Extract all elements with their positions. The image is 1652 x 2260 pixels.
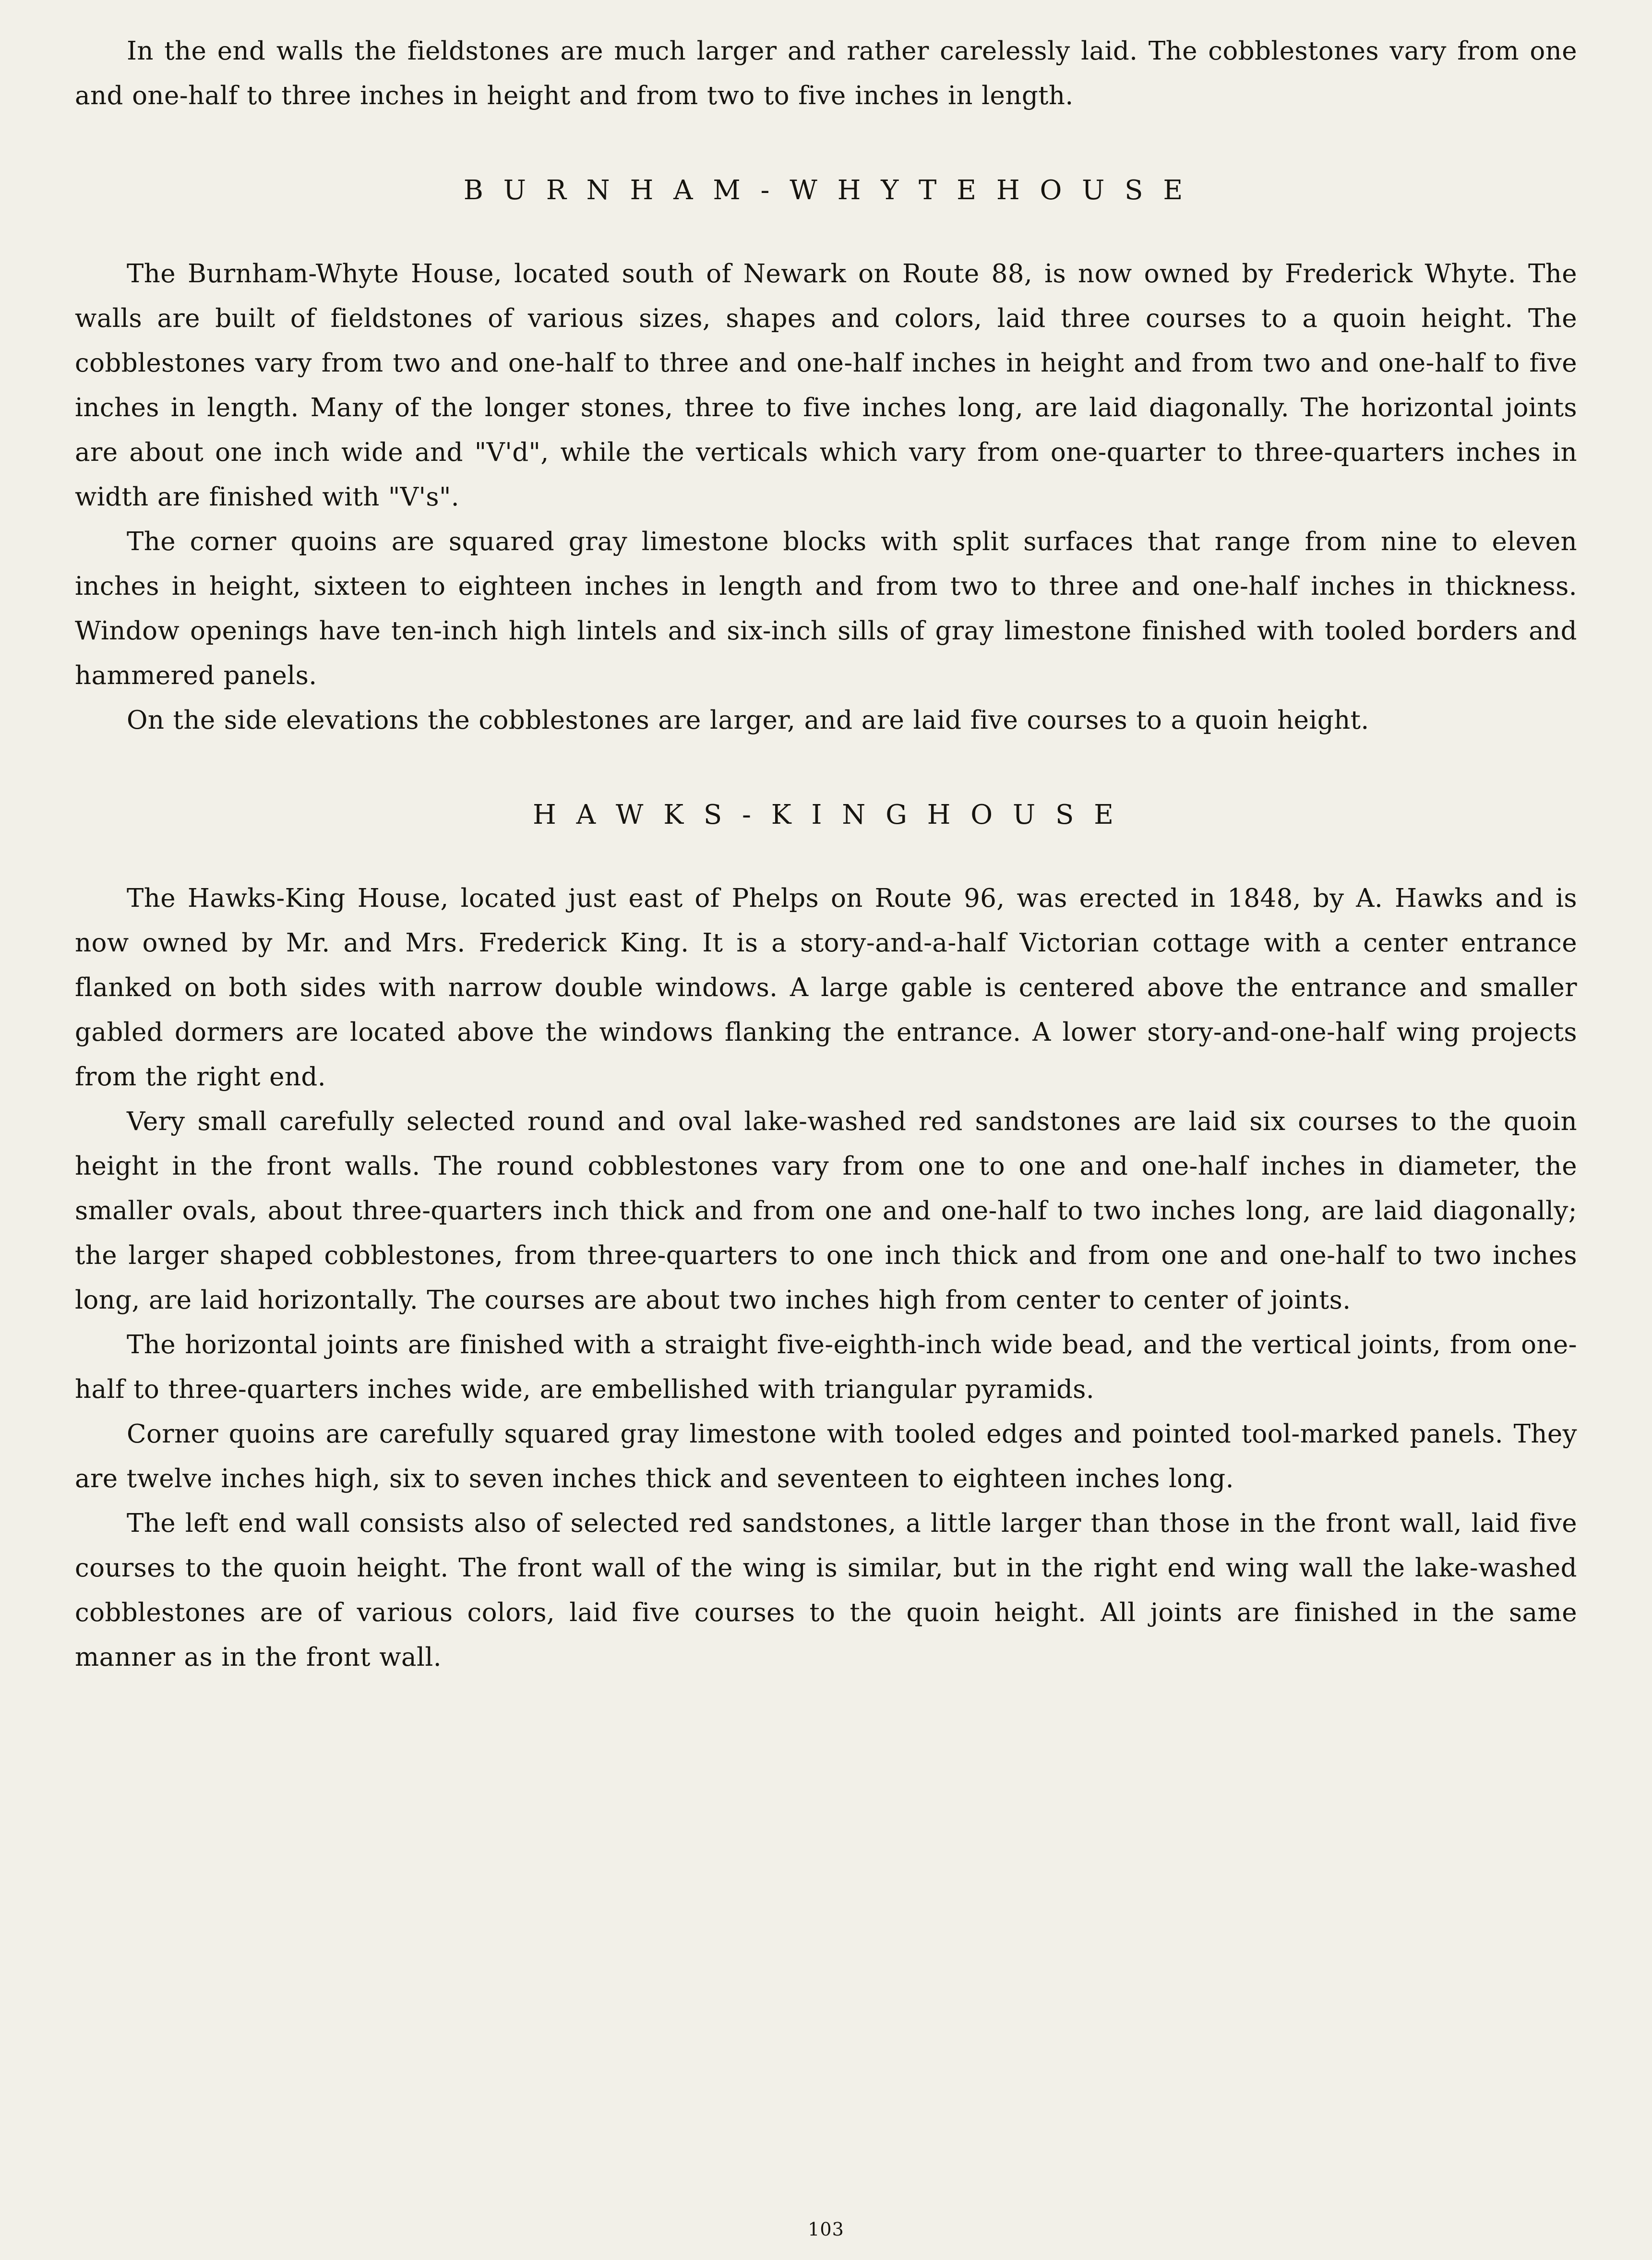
- spacer: [75, 118, 1577, 174]
- page-number: 103: [808, 2219, 844, 2240]
- paragraph-end-walls: In the end walls the fieldstones are much larger and rather carelessly laid. The cobblestones vary from one and one-half to three inches in height and from two to five inches in length.: [75, 36, 1577, 110]
- spacer: [75, 743, 1577, 798]
- spacer: [75, 832, 1577, 876]
- section-title-burnham-whyte-house: B U R N H A M - W H Y T E H O U S E: [463, 175, 1189, 206]
- paragraph-hawks-king-5: The left end wall consists also of selected red sandstones, a little larger than those in the front wall, laid five courses to the quoin height. The front wall of the wing is similar, but in the right end wing wall the lake-washed cobblestones are of various colors, laid five courses to the quoin height. All joints are finished in the same manner as in the front wall.: [75, 1509, 1577, 1672]
- paragraph-burnham-whyte-1: The Burnham-Whyte House, located south of Newark on Route 88, is now owned by Frederick Whyte. The walls are built of fieldstones of various sizes, shapes and colors, laid three courses to a quoin height. The cobblestones vary from two and one-half to three and one-half inches in height and from two and one-half to five inches in length. Many of the longer stones, three to five inches long, are laid diagonally. The horizontal joints are about one inch wide and "V'd", while the verticals which vary from one-quarter to three-quarters inches in width are finished with "V's".: [75, 259, 1577, 512]
- section-title-hawks-king-house: H A W K S - K I N G H O U S E: [532, 799, 1120, 830]
- page-body-column: [75, 29, 1577, 1680]
- paragraph-hawks-king-3: The horizontal joints are finished with a straight five-eighth-inch wide bead, and the vertical joints, from one-half to three-quarters inches wide, are embellished with triangular pyramids.: [75, 1330, 1577, 1404]
- paragraph-burnham-whyte-2: The corner quoins are squared gray limestone blocks with split surfaces that range from nine to eleven inches in height, sixteen to eighteen inches in length and from two to three and one-half inches in thickness. Window openings have ten-inch high lintels and six-inch sills of gray limestone finished with tooled borders and hammered panels.: [75, 527, 1577, 690]
- paragraph-hawks-king-4: Corner quoins are carefully squared gray limestone with tooled edges and pointed tool-marked panels. They are twelve inches high, six to seven inches thick and seventeen to eighteen inches long.: [75, 1419, 1577, 1493]
- spacer: [75, 207, 1577, 252]
- paragraph-burnham-whyte-3: On the side elevations the cobblestones are larger, and are laid five courses to a quoin height.: [127, 706, 1369, 735]
- paragraph-hawks-king-2: Very small carefully selected round and oval lake-washed red sandstones are laid six courses to the quoin height in the front walls. The round cobblestones vary from one to one and one-half inches in diameter, the smaller ovals, about three-quarters inch thick and from one and one-half to two inches long, are laid diagonally; the larger shaped cobblestones, from three-quarters to one inch thick and from one and one-half to two inches long, are laid horizontally. The courses are about two inches high from center to center of joints.: [75, 1107, 1577, 1315]
- paragraph-hawks-king-1: The Hawks-King House, located just east of Phelps on Route 96, was erected in 1848, by A. Hawks and is now owned by Mr. and Mrs. Frederick King. It is a story-and-a-half Victorian cottage with a center entrance flanked on both sides with narrow double windows. A large gable is centered above the entrance and smaller gabled dormers are located above the windows flanking the entrance. A lower story-and-one-half wing projects from the right end.: [75, 884, 1577, 1092]
